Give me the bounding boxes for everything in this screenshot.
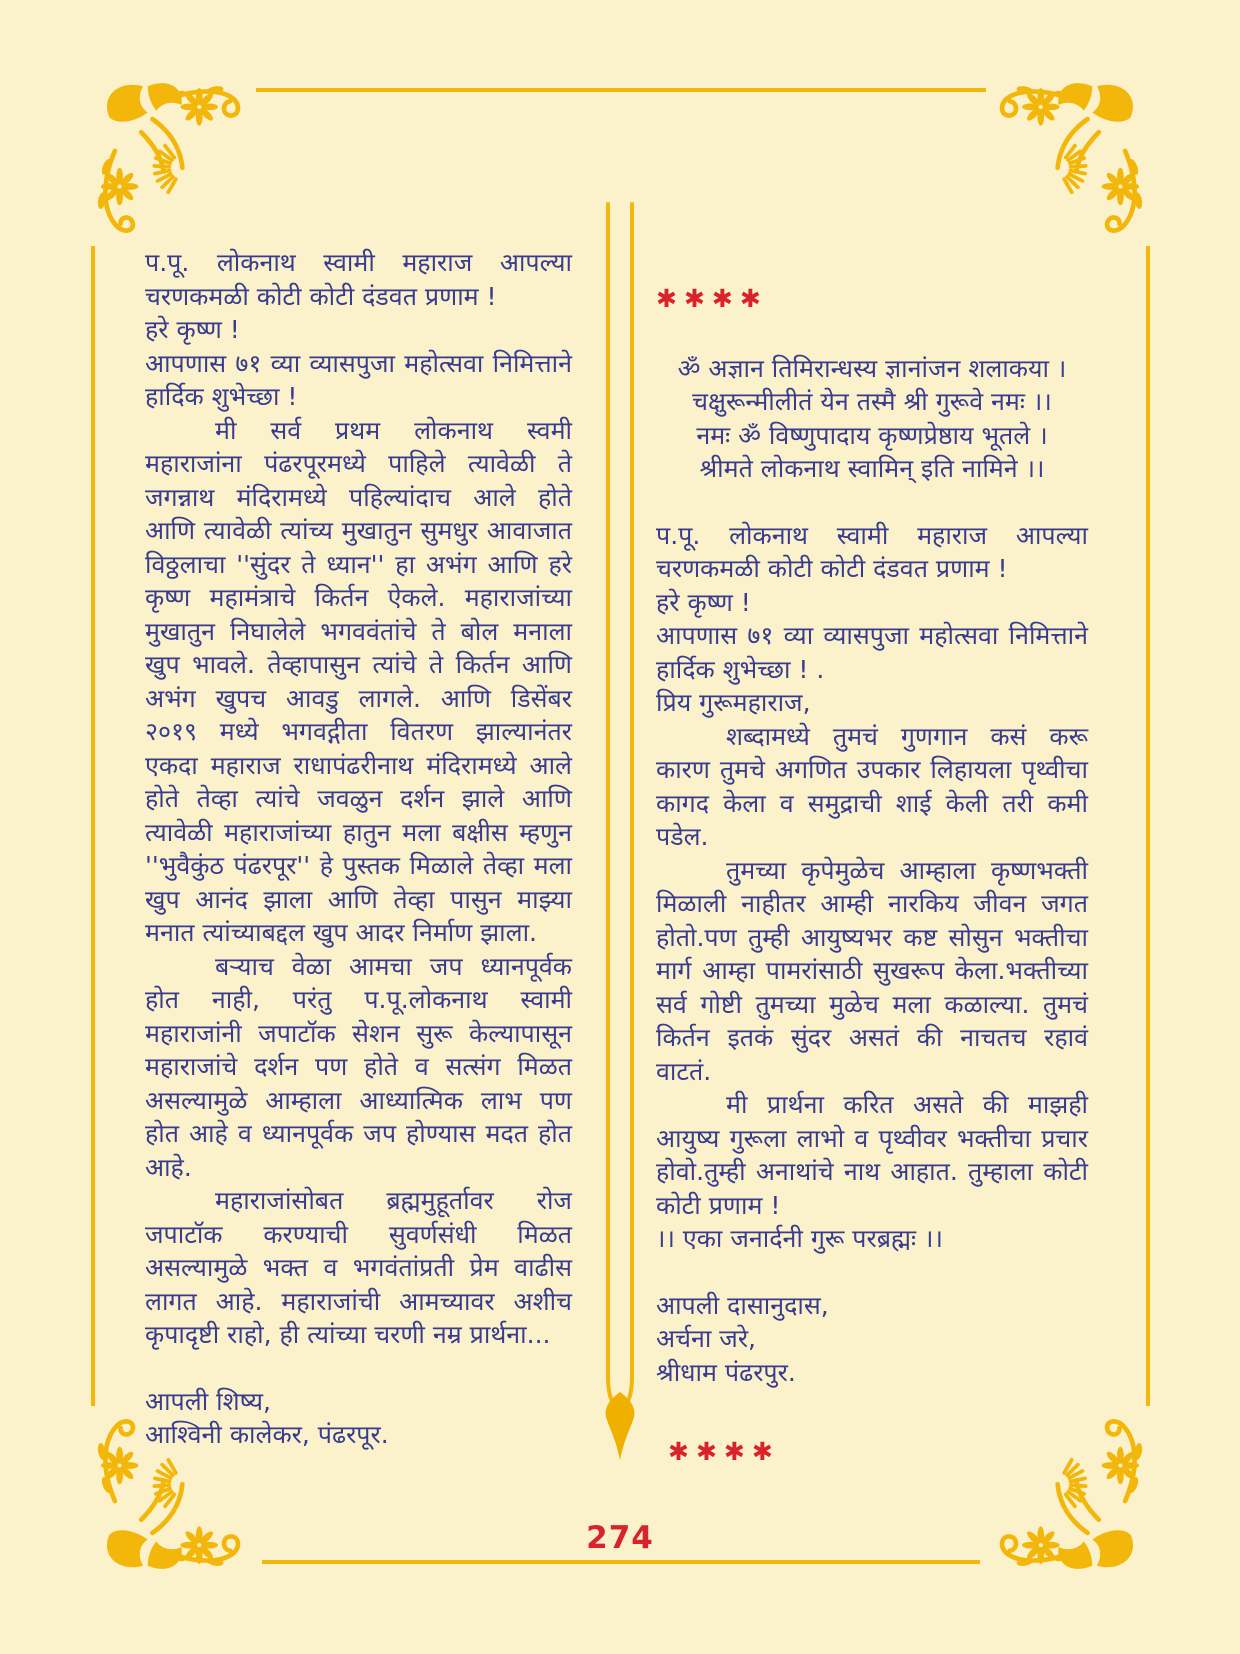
paragraph: शब्दामध्ये तुमचं गुणगान कसं करू कारण तुमचे अगणित उपकार लिहायला पृथ्वीचा कागद केला व समुद्राची शाई केली तरी कमी पडेल. xyxy=(656,721,1088,851)
shloka-verse xyxy=(656,352,1088,486)
signature-line: आश्विनी कालेकर, पंढरपूर. xyxy=(145,1420,389,1449)
signature-block xyxy=(145,1385,572,1452)
floral-flourish-icon xyxy=(88,76,258,254)
paragraph: महाराजांसोबत ब्रह्ममुहूर्तावर रोज जपाटॉक करण्याची सुवर्णसंधी मिळत असल्यामुळे भक्त व भगवंतांप्रती प्रेम वाढीस लागत आहे. महाराजांची आमच्यावर अशीच कृपादृष्टी राहो, ही त्यांच्या चरणी नम्र प्रार्थना... xyxy=(145,1186,572,1349)
frame-bottom-border xyxy=(262,1560,980,1564)
section-separator-stars: ✱✱✱✱ xyxy=(668,1437,780,1466)
shloka-line: चक्षुरून्मीलीतं येन तस्मै श्री गुरूवे नमः ।। xyxy=(692,387,1052,416)
paragraph: प्रिय गुरूमहाराज, xyxy=(656,688,811,717)
page-number: 274 xyxy=(586,1520,654,1556)
mantra-line: ।। एका जनार्दनी गुरू परब्रह्मः ।। xyxy=(656,1224,943,1253)
pen-nib-divider-icon xyxy=(596,196,644,1472)
paragraph: मी प्रार्थना करित असते की माझही आयुष्य गुरूला लाभो व पृथ्वीवर भक्तीचा प्रचार होवो.तुम्ही अनाथांचे नाथ आहात. तुम्हाला कोटी कोटी प्रणाम ! xyxy=(656,1090,1088,1220)
shloka-line: श्रीमते लोकनाथ स्वामिन् इति नामिने ।। xyxy=(699,454,1045,483)
section-separator-stars: ✱✱✱✱ xyxy=(656,284,768,313)
shloka-line: नमः ॐ विष्णुपादाय कृष्णप्रेष्ठाय भूतले । xyxy=(696,420,1048,450)
letter-body xyxy=(656,519,1088,1223)
signature-line: अर्चना जरे, xyxy=(656,1324,756,1353)
right-text-column xyxy=(656,282,1088,1469)
paragraph: हरे कृष्ण ! xyxy=(145,315,240,344)
paragraph: बऱ्याच वेळा आमचा जप ध्यानपूर्वक होत नाही, परंतु प.पू.लोकनाथ स्वामी महाराजांनी जपाटॉक सेशन सुरू केल्यापासून महाराजांचे दर्शन पण होते व सत्संग मिळत असल्यामुळे आम्हाला आध्यात्मिक लाभ पण होत आहे व ध्यानपूर्वक जप होण्यास मदत होत आहे. xyxy=(145,951,572,1182)
left-text-column xyxy=(145,246,572,1452)
paragraph: हरे कृष्ण ! xyxy=(656,587,751,617)
paragraph: मी सर्व प्रथम लोकनाथ स्वमी महाराजांना पंढरपूरमध्ये पाहिले त्यावेळी ते जगन्नाथ मंदिरामध्ये पहिल्यांदाच आले होते आणि त्यावेळी त्यांच्य मुखातुन सुमधुर आवाजात विठ्ठलाचा ''सुंदर ते ध्यान'' हा अभंग आणि हरे कृष्ण महामंत्राचे किर्तन ऐकले. महाराजांच्या मुखातुन निघालेले भगववंतांचे ते बोल मनाला खुप भावले. तेव्हापासुन त्यांचे ते किर्तन आणि अभंग खुपच आवडु लागले. आणि डिसेंबर २०१९ मध्ये भगवद्गीता वितरण झाल्यानंतर एकदा महाराज राधापंढरीनाथ मंदिरामध्ये आले होते तेव्हा त्यांचे जवळुन दर्शन झाले आणि त्यावेळी महाराजांच्या हातुन मला बक्षीस म्हणुन ''भुवैकुंठ पंढरपूर'' हे पुस्तक मिळाले तेव्हा मला खुप आनंद झाला आणि तेव्हा पासुन माझ्या मनात त्यांच्याबद्दल खुप आदर निर्माण झाला. xyxy=(145,415,572,947)
floral-flourish-icon xyxy=(982,76,1152,254)
signature-block xyxy=(656,1289,1088,1390)
frame-right-border xyxy=(1146,246,1150,1406)
paragraph: प.पू. लोकनाथ स्वामी महाराज आपल्या चरणकमळी कोटी कोटी दंडवत प्रणाम ! xyxy=(656,520,1088,583)
paragraph: प.पू. लोकनाथ स्वामी महाराज आपल्या चरणकमळी कोटी कोटी दंडवत प्रणाम ! xyxy=(145,248,572,311)
paragraph: आपणास ७१ व्या व्यासपुजा महोत्सवा निमित्ताने हार्दिक शुभेच्छा ! xyxy=(145,348,572,411)
frame-top-border xyxy=(256,88,986,92)
shloka-line: ॐ अज्ञान तिमिरान्धस्य ज्ञानांजन शलाकया । xyxy=(677,353,1067,383)
paragraph: आपणास ७१ व्या व्यासपुजा महोत्सवा निमित्ताने हार्दिक शुभेच्छा ! . xyxy=(656,621,1088,684)
signature-line: आपली दासानुदास, xyxy=(656,1290,829,1320)
signature-line: श्रीधाम पंढरपुर. xyxy=(656,1357,796,1387)
signature-line: आपली शिष्य, xyxy=(145,1386,271,1416)
paragraph: तुमच्या कृपेमुळेच आम्हाला कृष्णभक्ती मिळाली नाहीतर आम्ही नारकिय जीवन जगत होतो.पण तुम्ही आयुष्यभर कष्ट सोसुन भक्तीचा मार्ग आम्हा पामरांसाठी सुखरूप केला.भक्तीच्या सर्व गोष्टी तुमच्या मुळेच मला कळाल्या. तुमचं किर्तन इतकं सुंदर असतं की नाचतच रहावं वाटतं. xyxy=(656,855,1088,1086)
frame-left-border xyxy=(91,246,95,1406)
